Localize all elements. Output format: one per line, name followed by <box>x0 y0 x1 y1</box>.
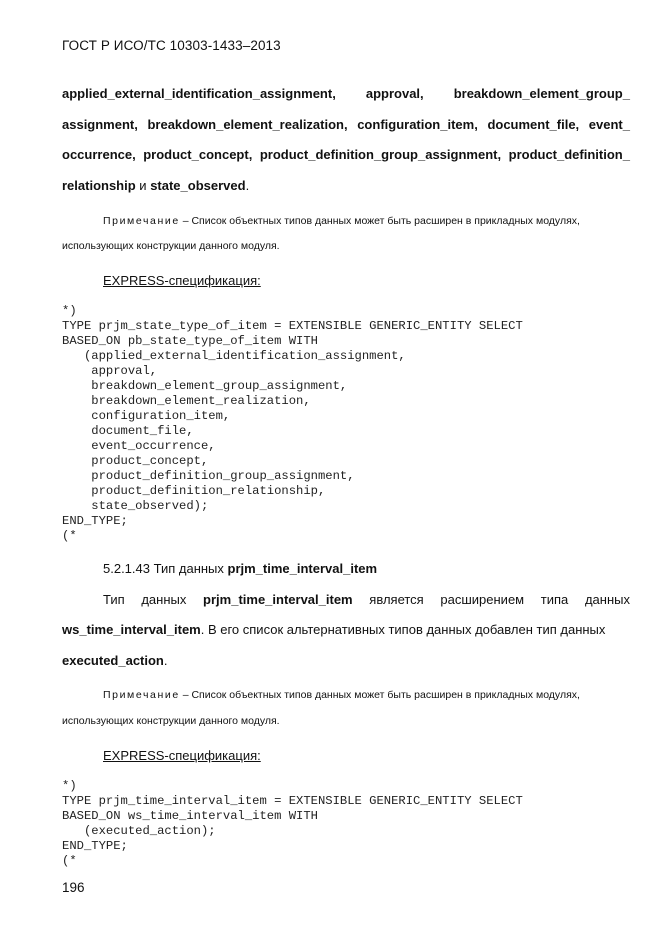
word: является <box>369 592 424 607</box>
entity-name: product_concept, <box>143 147 253 162</box>
entity-name: state_observed <box>150 178 246 193</box>
express-spec-heading: EXPRESS-спецификация: <box>103 273 261 288</box>
para-text: . В его список альтернативных типов данных добавлен тип данных <box>200 622 606 637</box>
intro-line-1 <box>62 86 630 101</box>
para-2-line-2 <box>62 622 630 637</box>
note-tag: Примечание <box>103 689 180 701</box>
document-header: ГОСТ Р ИСО/ТС 10303-1433–2013 <box>62 38 281 53</box>
express-spec-heading: EXPRESS-спецификация: <box>103 748 261 763</box>
entity-name: document_file, <box>487 117 580 132</box>
entity-name: product_definition_ <box>508 147 630 162</box>
word: расширением <box>440 592 525 607</box>
express-code-block-1: *) TYPE prjm_state_type_of_item = EXTENSIBLE GENERIC_ENTITY SELECT BASED_ON pb_state_type_of_item WITH (applied_external_identification_assignment, approval, breakdown_element_group_assignment, breakdown_element_realization, configuration_item, document_file, event_occurrence, product_concept, product_definition_group_assignment, product_definition_relationship, state_observed); END_TYPE; (* <box>62 304 523 543</box>
entity-name: applied_external_identification_assignment, <box>62 86 336 101</box>
section-type-name: prjm_time_interval_item <box>227 561 378 576</box>
note-1-line-2: использующих конструкции данного модуля. <box>62 240 280 252</box>
entity-name: product_definition_group_assignment, <box>259 147 502 162</box>
entity-name: event_ <box>588 117 630 132</box>
note-text: – Список объектных типов данных может быть расширен в прикладных модулях, <box>179 689 580 701</box>
entity-name: breakdown_element_realization, <box>147 117 348 132</box>
entity-name: relationship <box>62 178 136 193</box>
entity-name: approval, <box>365 86 424 101</box>
note-tag: Примечание <box>103 215 180 227</box>
para-2-line-1 <box>103 592 630 607</box>
note-text: – Список объектных типов данных может быть расширен в прикладных модулях, <box>179 215 580 227</box>
word: типа <box>540 592 569 607</box>
note-1-line-1 <box>103 215 630 227</box>
page-number: 196 <box>62 880 85 895</box>
para-2-line-3 <box>62 653 630 668</box>
type-name: prjm_time_interval_item <box>203 592 353 607</box>
intro-line-4 <box>62 178 630 193</box>
entity-name: configuration_item, <box>357 117 478 132</box>
entity-name: assignment, <box>62 117 138 132</box>
conjunction: и <box>135 178 151 193</box>
note-2-line-1 <box>103 689 630 701</box>
express-code-block-2: *) TYPE prjm_time_interval_item = EXTENSIBLE GENERIC_ENTITY SELECT BASED_ON ws_time_interval_item WITH (executed_action); END_TYPE; (* <box>62 779 523 868</box>
type-name: executed_action <box>62 653 164 668</box>
period: . <box>163 653 168 668</box>
type-name: ws_time_interval_item <box>62 622 201 637</box>
section-number: 5.2.1.43 Тип данных <box>103 561 228 576</box>
note-2-line-2: использующих конструкции данного модуля. <box>62 715 280 727</box>
intro-line-2 <box>62 117 630 132</box>
period: . <box>245 178 250 193</box>
word: Тип <box>103 592 125 607</box>
entity-name: occurrence, <box>62 147 136 162</box>
word: данных <box>584 592 630 607</box>
word: данных <box>141 592 187 607</box>
intro-line-3 <box>62 147 630 162</box>
entity-name: breakdown_element_group_ <box>453 86 630 101</box>
section-heading <box>103 561 377 576</box>
